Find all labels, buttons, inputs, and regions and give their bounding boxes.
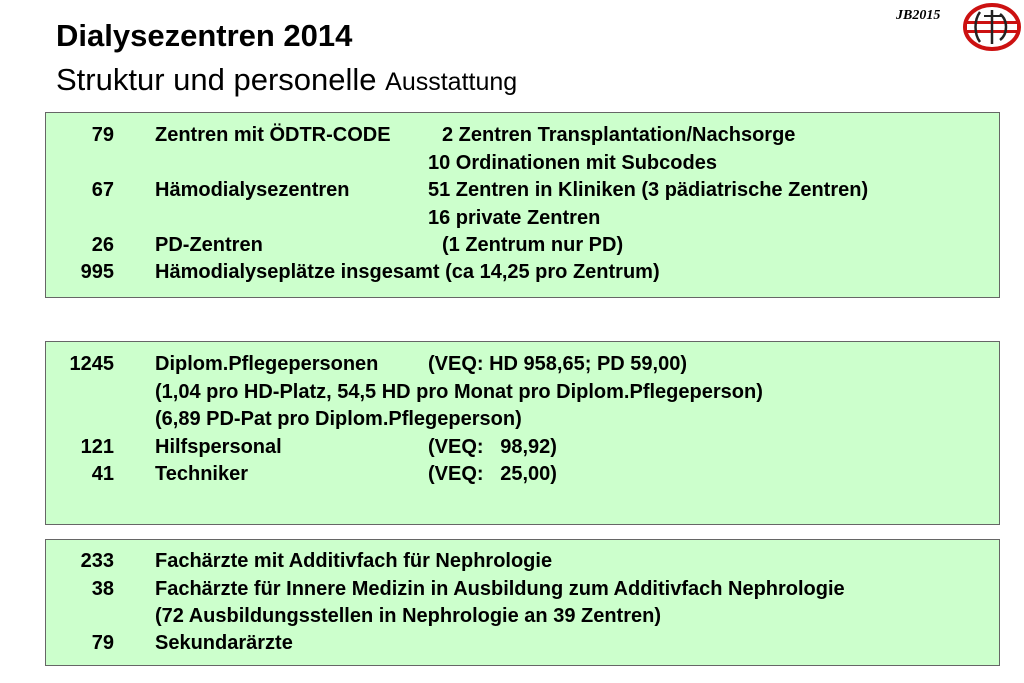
row-detail: (VEQ: 98,92)	[428, 436, 557, 458]
row-number: 67	[91, 179, 114, 201]
row-number: 233	[80, 550, 114, 572]
page-title: Dialysezentren 2014	[56, 18, 353, 53]
page-subtitle	[56, 62, 517, 100]
nursing-staff-panel	[45, 341, 1000, 525]
physicians-panel	[45, 539, 1000, 666]
row-detail: 10 Ordinationen mit Subcodes	[428, 152, 717, 174]
row-detail: 51 Zentren in Kliniken (3 pädiatrische Zentren)	[428, 179, 869, 201]
row-detail: (VEQ: HD 958,65; PD 59,00)	[428, 353, 687, 375]
row-label: Fachärzte mit Additivfach für Nephrologie	[155, 550, 553, 572]
row-number: 121	[80, 436, 114, 458]
society-logo-icon	[962, 2, 1022, 52]
row-detail: (1 Zentrum nur PD)	[442, 234, 624, 256]
row-label: PD-Zentren	[155, 234, 263, 256]
row-detail: 16 private Zentren	[428, 207, 601, 229]
row-label: Fachärzte für Innere Medizin in Ausbildung zum Additivfach Nephrologie	[155, 578, 845, 600]
row-label: Techniker	[155, 463, 248, 485]
row-number: 26	[91, 234, 114, 256]
year-badge: JB2015	[896, 8, 941, 23]
row-label: (72 Ausbildungsstellen in Nephrologie an 39 Zentren)	[155, 605, 661, 627]
row-number: 41	[91, 463, 114, 485]
row-label: Sekundarärzte	[155, 632, 293, 654]
row-label: (1,04 pro HD-Platz, 54,5 HD pro Monat pro Diplom.Pflegeperson)	[155, 381, 763, 403]
row-label: Hämodialyseplätze insgesamt (ca 14,25 pro Zentrum)	[155, 261, 660, 283]
subtitle-small: Ausstattung	[385, 68, 518, 96]
row-label: Hämodialysezentren	[155, 179, 350, 201]
row-number: 1245	[69, 353, 114, 375]
row-label: Hilfspersonal	[155, 436, 282, 458]
row-detail: 2 Zentren Transplantation/Nachsorge	[442, 124, 796, 146]
row-number: 995	[80, 261, 114, 283]
row-number: 79	[91, 124, 114, 146]
row-label: (6,89 PD-Pat pro Diplom.Pflegeperson)	[155, 408, 522, 430]
row-detail: (VEQ: 25,00)	[428, 463, 557, 485]
row-number: 38	[91, 578, 114, 600]
centers-panel	[45, 112, 1000, 298]
row-label: Zentren mit ÖDTR-CODE	[155, 124, 391, 146]
row-number: 79	[91, 632, 114, 654]
row-label: Diplom.Pflegepersonen	[155, 353, 379, 375]
subtitle-main: Struktur und personelle	[56, 62, 377, 97]
